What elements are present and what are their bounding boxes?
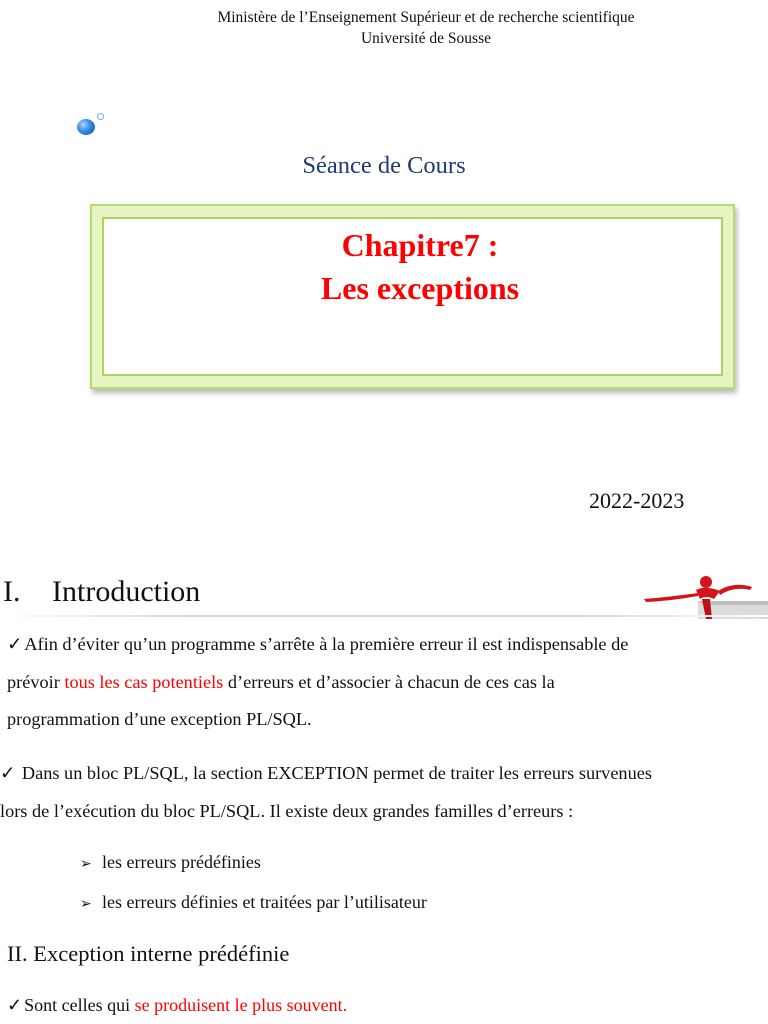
list-item-text: les erreurs prédéfinies — [102, 852, 261, 872]
section-title: Introduction — [52, 575, 201, 608]
intro-paragraph-1 — [7, 626, 628, 739]
section-divider — [0, 615, 768, 617]
check-icon: ✓ — [7, 995, 23, 1015]
presenter-figure-icon — [644, 575, 768, 619]
paragraph-line: Afin d’éviter qu’un programme s’arrête à la première erreur il est indispensable de — [24, 634, 629, 654]
ministry-name: Ministère de l’Enseignement Supérieur et de recherche scientifique — [217, 9, 635, 26]
list-item — [80, 884, 427, 924]
arrow-bullet-icon: ➢ — [80, 857, 92, 872]
paragraph-text: Sont celles qui — [24, 995, 135, 1015]
check-icon: ✓ — [7, 634, 23, 654]
section-number: I. — [3, 575, 21, 608]
paragraph-text: prévoir — [7, 671, 65, 692]
paragraph-line: Dans un bloc PL/SQL, la section EXCEPTION permet de traiter les erreurs survenues — [21, 763, 652, 783]
ministry-header — [0, 7, 768, 49]
list-item — [80, 844, 427, 884]
arrow-bullet-icon: ➢ — [80, 896, 92, 912]
blue-sphere-icon — [77, 119, 95, 135]
error-families-list — [80, 844, 427, 923]
highlighted-text: tous les cas potentiels — [64, 671, 224, 692]
chapter-title — [102, 224, 738, 310]
highlighted-text: se produisent le plus souvent. — [134, 995, 348, 1015]
list-item — [7, 664, 628, 702]
check-icon: ✓ — [0, 763, 16, 783]
university-name: Université de Sousse — [360, 30, 491, 47]
paragraph-line: programmation d’une exception PL/SQL. — [7, 709, 312, 729]
list-item — [0, 755, 652, 793]
section-heading-introduction — [3, 575, 200, 609]
paragraph-text: d’erreurs et d’associer à chacun de ces cas la — [223, 671, 555, 692]
small-bubble-icon — [97, 113, 104, 120]
list-item — [7, 626, 628, 664]
academic-year: 2022-2023 — [589, 488, 685, 513]
predefined-paragraph — [7, 995, 347, 1016]
chapter-name: Les exceptions — [320, 270, 520, 306]
list-item-text: les erreurs définies et traitées par l’utilisateur — [102, 891, 427, 912]
intro-paragraph-2 — [0, 755, 652, 830]
paragraph-line: lors de l’exécution du bloc PL/SQL. Il existe deux grandes familles d’erreurs : — [0, 800, 574, 821]
section-heading-predefined: II. Exception interne prédéfinie — [7, 941, 290, 966]
session-title: Séance de Cours — [302, 152, 466, 179]
chapter-number: Chapitre7 : — [341, 227, 499, 263]
